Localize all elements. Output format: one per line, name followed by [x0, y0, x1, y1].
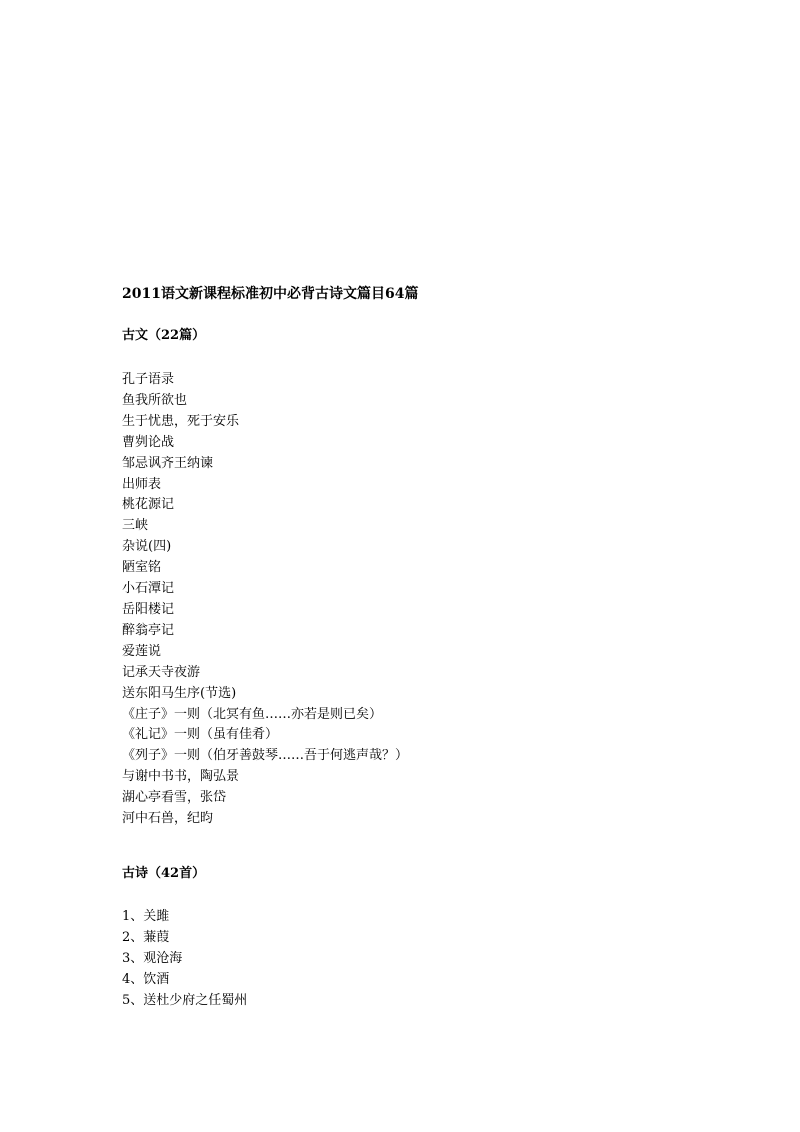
list-item: 桃花源记 — [122, 497, 175, 513]
guwen-list — [122, 370, 722, 830]
list-item: 5、送杜少府之任蜀州 — [122, 992, 248, 1008]
list-item: 河中石兽，纪昀 — [122, 811, 214, 827]
list-item: 《列子》一则（伯牙善鼓琴……吾于何逃声哉？） — [122, 748, 409, 764]
list-item: 孔子语录 — [122, 372, 175, 387]
section-heading-gushi: 古诗（42首） — [122, 865, 206, 881]
list-item: 1、关雎 — [122, 908, 170, 924]
list-item: 4、饮酒 — [122, 971, 170, 987]
list-item: 送东阳马生序(节选) — [122, 685, 237, 701]
list-item: 杂说(四) — [122, 539, 172, 555]
list-item: 陋室铭 — [122, 560, 162, 576]
list-item: 《庄子》一则（北冥有鱼……亦若是则已矣） — [122, 706, 383, 722]
document-page — [122, 284, 722, 1011]
list-item: 湖心亭看雪，张岱 — [122, 790, 227, 806]
gushi-list — [122, 907, 722, 1012]
list-item: 《礼记》一则（虽有佳肴） — [122, 727, 279, 743]
list-item: 2、蒹葭 — [122, 929, 170, 945]
list-item: 出师表 — [122, 476, 162, 492]
list-item: 醉翁亭记 — [122, 622, 175, 638]
list-item: 3、观沧海 — [122, 950, 183, 966]
list-item: 与谢中书书，陶弘景 — [122, 769, 240, 785]
list-item: 爱莲说 — [122, 643, 162, 659]
list-item: 曹刿论战 — [122, 434, 175, 450]
list-item: 记承天寺夜游 — [122, 664, 201, 680]
list-item: 邹忌讽齐王纳谏 — [122, 455, 214, 471]
section-heading-guwen: 古文（22篇） — [122, 328, 206, 343]
document-title: 2011语文新课程标准初中必背古诗文篇目64篇 — [122, 286, 419, 302]
list-item: 小石潭记 — [122, 581, 175, 597]
list-item: 生于忧患，死于安乐 — [122, 413, 240, 429]
list-item: 岳阳楼记 — [122, 601, 175, 617]
list-item: 三峡 — [122, 518, 149, 534]
list-item: 鱼我所欲也 — [122, 392, 188, 408]
